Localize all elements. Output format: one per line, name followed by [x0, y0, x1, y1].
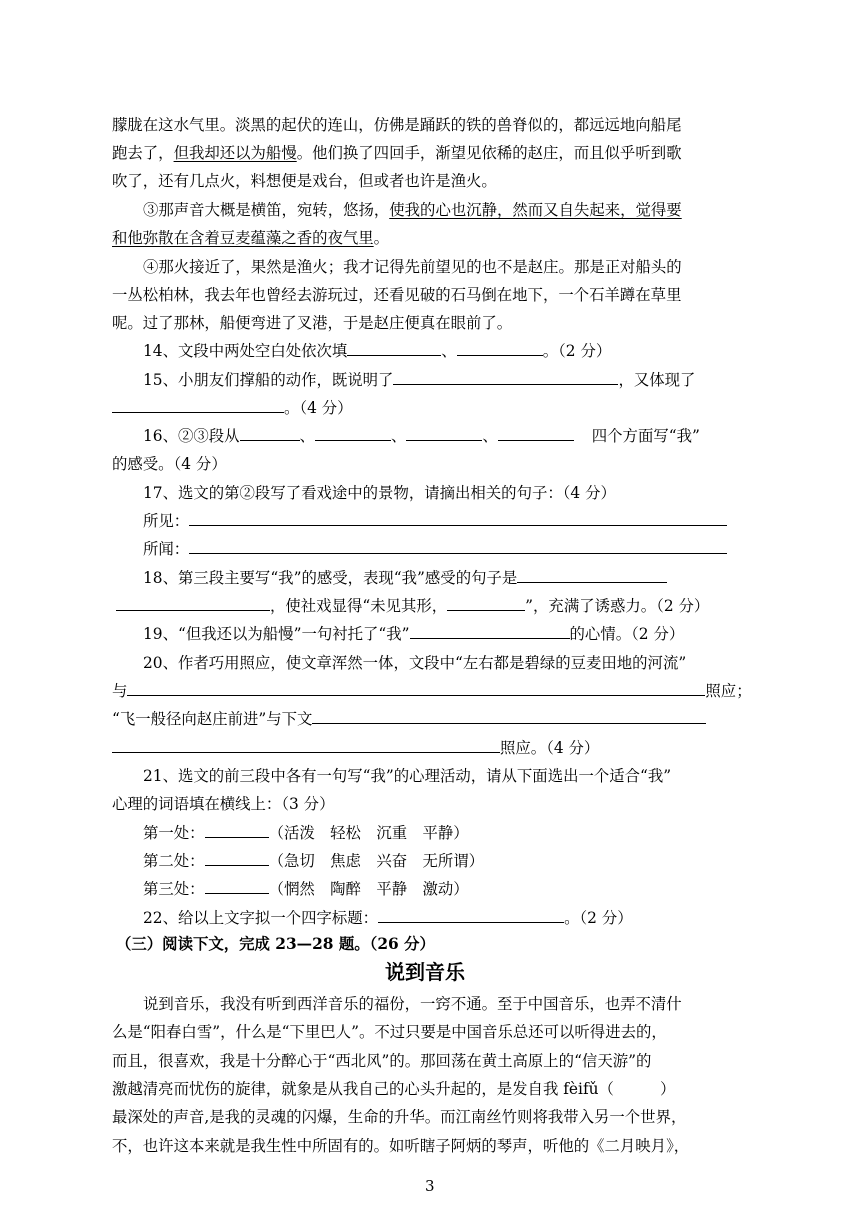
article-title: 说到音乐	[385, 960, 465, 984]
question-22	[143, 904, 633, 932]
passage-line	[112, 139, 682, 167]
answer-line-hear	[143, 535, 727, 563]
options: （惘然 陶醉 平静 激动）	[268, 880, 469, 898]
label: 第三处：	[143, 880, 205, 898]
text: ）	[659, 1080, 676, 1098]
question-20: 20、作者巧用照应，使文章浑然一体，文段中“左右都是碧绿的豆麦田地的河流”	[143, 654, 687, 672]
answer-blank[interactable]	[406, 426, 482, 441]
passage-line	[143, 196, 682, 224]
question-text: 与	[112, 682, 128, 700]
question-text: 。（2 分）	[564, 909, 633, 927]
question-20-cont	[112, 734, 599, 762]
answer-blank[interactable]	[116, 596, 270, 611]
answer-blank[interactable]	[347, 341, 441, 356]
question-text: ，又体现了	[618, 371, 696, 389]
answer-blank[interactable]	[205, 823, 269, 838]
question-18	[143, 564, 667, 592]
answer-blank[interactable]	[189, 511, 727, 526]
passage-line: 吹了，还有几点火，料想便是戏台，但或者也许是渔火。	[112, 172, 497, 190]
answer-blank[interactable]	[112, 398, 284, 413]
answer-blank[interactable]	[447, 596, 525, 611]
question-19	[143, 620, 684, 648]
answer-blank[interactable]	[189, 539, 727, 554]
passage-line: ④那火接近了，果然是渔火；我才记得先前望见的也不是赵庄。那是正对船头的	[143, 258, 682, 276]
question-text: 19、“但我还以为船慢”一句衬托了“我”	[143, 625, 410, 643]
passage-line: 呢。过了那林，船便弯进了叉港，于是赵庄便真在眼前了。	[112, 314, 513, 332]
question-text: 的心情。（2 分）	[569, 625, 685, 643]
answer-blank[interactable]	[457, 341, 543, 356]
page-number: 3	[425, 1177, 435, 1195]
underlined-sentence: 但我却还以为船慢	[173, 144, 297, 162]
text: ③那声音大概是横笛，宛转，悠扬，	[143, 201, 390, 219]
label: 第二处：	[143, 852, 205, 870]
choice-row-3	[143, 875, 469, 903]
answer-blank[interactable]	[205, 879, 269, 894]
question-text: “飞一般径向赵庄前进”与下文	[112, 710, 313, 728]
passage-line: 朦胧在这水气里。淡黑的起伏的连山，仿佛是踊跃的铁的兽脊似的，都远远地向船尾	[112, 116, 682, 134]
separator: 、	[482, 427, 498, 445]
underlined-sentence: 和他弥散在含着豆麦蕴藻之香的夜气里	[112, 229, 374, 247]
answer-blank[interactable]	[312, 709, 706, 724]
question-text: 14、文段中两处空白处依次填	[143, 342, 348, 360]
question-text: 16、②③段从	[143, 427, 240, 445]
options: （急切 焦虑 兴奋 无所谓）	[268, 852, 485, 870]
question-text: 18、第三段主要写“我”的感受，表现“我”感受的句子是	[143, 569, 518, 587]
answer-blank[interactable]	[378, 908, 564, 923]
question-16	[143, 422, 700, 450]
separator: 、	[299, 427, 315, 445]
question-text: 。（2 分）	[542, 342, 612, 360]
answer-line-see	[143, 507, 727, 535]
question-14	[143, 337, 611, 365]
question-21: 21、选文的前三段中各有一句写“我”的心理活动，请从下面选出一个适合“我”	[143, 767, 672, 785]
choice-row-2	[143, 847, 484, 875]
answer-blank[interactable]	[127, 681, 705, 696]
article-line: 不，也许这本来就是我生性中所固有的。如听瞎子阿炳的琴声，听他的《二月映月》，	[112, 1137, 690, 1155]
text: 激越清亮而忧伤的旋律，就象是从我自己的心头升起的，是发自我 fèifǔ（	[112, 1080, 614, 1098]
question-text: 照应。（4 分）	[500, 739, 600, 757]
choice-row-1	[143, 819, 469, 847]
article-line: 而且，很喜欢，我是十分醉心于“西北风”的。那回荡在黄土高原上的“信天游”的	[112, 1052, 652, 1070]
separator: 、	[441, 342, 457, 360]
question-text: ”，充满了诱惑力。（2 分）	[525, 597, 710, 615]
passage-line: 一丛松柏林，我去年也曾经去游玩过，还看见破的石马倒在地下，一个石羊蹲在草里	[112, 286, 682, 304]
label: 所见：	[143, 512, 190, 530]
passage-line	[112, 224, 389, 252]
answer-blank[interactable]	[393, 370, 618, 385]
answer-blank[interactable]	[205, 851, 269, 866]
options: （活泼 轻松 沉重 平静）	[268, 824, 469, 842]
question-20-cont	[112, 705, 706, 733]
answer-blank[interactable]	[517, 568, 667, 583]
text: 。他们换了四回手，渐望见依稀的赵庄，而且似乎听到歌	[296, 144, 682, 162]
article-line: 最深处的声音,是我的灵魂的闪爆，生命的升华。而江南丝竹则将我带入另一个世界，	[112, 1108, 687, 1126]
answer-blank[interactable]	[498, 426, 574, 441]
answer-blank[interactable]	[240, 426, 300, 441]
separator: 、	[390, 427, 407, 445]
text: 跑去了，	[112, 144, 174, 162]
question-text: 22、给以上文字拟一个四字标题：	[143, 909, 379, 927]
label: 所闻：	[143, 540, 190, 558]
answer-blank[interactable]	[315, 426, 391, 441]
question-20-cont	[112, 677, 752, 705]
question-text: 照应；	[705, 682, 752, 700]
question-17: 17、选文的第②段写了看戏途中的景物，请摘出相关的句子：（4 分）	[143, 484, 616, 502]
question-21-cont: 心理的词语填在横线上：（3 分）	[112, 795, 335, 813]
question-16-cont: 的感受。（4 分）	[112, 455, 227, 473]
answer-blank[interactable]	[112, 738, 500, 753]
question-text: 。（4 分）	[284, 399, 353, 417]
article-line: 么是“阳春白雪”，什么是“下里巴人”。不过只要是中国音乐总还可以听得进去的，	[112, 1023, 667, 1041]
underlined-sentence: 使我的心也沉静，然而又自失起来，觉得要	[389, 201, 682, 219]
question-text: 四个方面写“我”	[591, 427, 700, 445]
article-line: 说到音乐，我没有听到西洋音乐的福份，一窍不通。至于中国音乐，也弄不清什	[143, 995, 682, 1013]
question-text: 15、小朋友们撑船的动作，既说明了	[143, 371, 394, 389]
article-line	[112, 1075, 675, 1103]
text: 。	[373, 229, 390, 247]
section-heading: （三）阅读下文，完成 23—28 题。（26 分）	[116, 935, 435, 953]
answer-blank[interactable]	[410, 624, 570, 639]
question-text: ，使社戏显得“未见其形，	[270, 597, 448, 615]
question-15-cont	[112, 394, 353, 422]
question-15	[143, 366, 695, 394]
question-18-cont	[116, 592, 709, 620]
label: 第一处：	[143, 824, 205, 842]
